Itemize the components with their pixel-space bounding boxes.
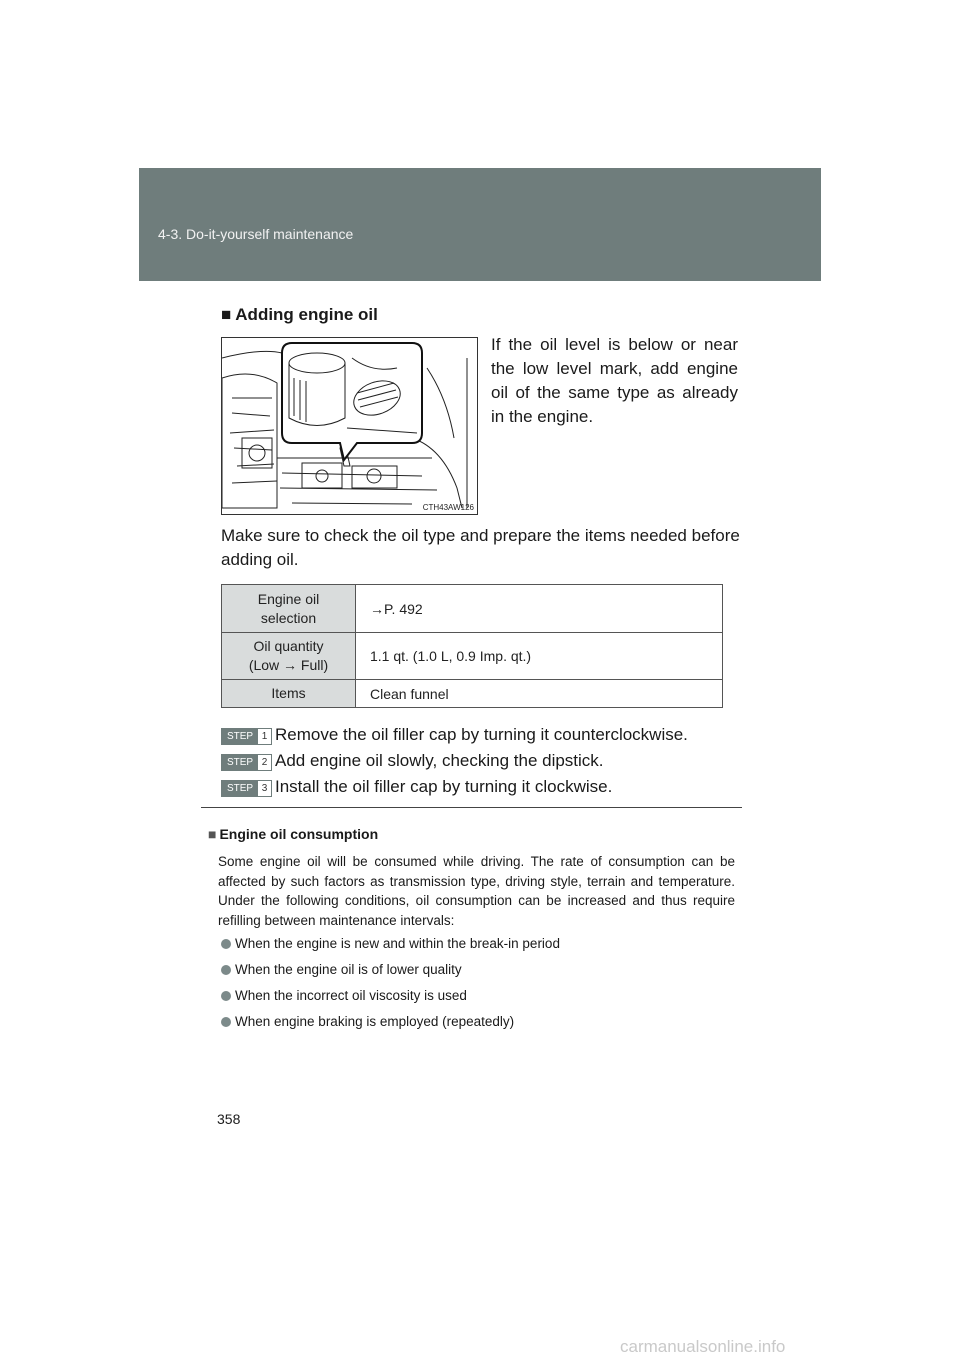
page-number: 358 <box>217 1111 241 1127</box>
label-line: selection <box>260 609 317 626</box>
row-value: 1.1 qt. (1.0 L, 0.9 Imp. qt.) <box>356 633 723 680</box>
label-line: Oil quantity <box>253 638 324 654</box>
step-number: 2 <box>258 755 271 770</box>
section-header-band <box>139 168 821 281</box>
step-word: STEP <box>222 755 258 770</box>
bullet-icon <box>221 1017 231 1027</box>
page-heading <box>221 305 378 325</box>
bullet-text: When engine braking is employed (repeatedly) <box>235 1014 515 1029</box>
step-text: Install the oil filler cap by turning it clockwise. <box>275 777 613 796</box>
label-line: Engine oil <box>257 590 320 607</box>
step-number: 1 <box>258 729 271 744</box>
heading-marker: ■ <box>208 826 217 842</box>
divider <box>201 807 742 808</box>
table-row <box>222 680 723 708</box>
row-value: →P. 492 <box>356 585 723 633</box>
bullet-text: When the engine oil is of lower quality <box>235 962 462 977</box>
intro-text: If the oil level is below or near the low level mark, add engine oil of the same type as already in the engine. <box>491 335 738 426</box>
prep-note: Make sure to check the oil type and prepare the items needed before adding oil. <box>221 526 740 569</box>
heading-title: Adding engine oil <box>235 305 378 324</box>
step-badge <box>221 728 272 745</box>
consumption-heading <box>208 826 378 842</box>
step-word: STEP <box>222 781 258 796</box>
step-badge <box>221 754 272 771</box>
step-text: Remove the oil filler cap by turning it counterclockwise. <box>275 725 688 744</box>
bullet-icon <box>221 939 231 949</box>
section-title: 4-3. Do-it-yourself maintenance <box>158 226 354 242</box>
step-text: Add engine oil slowly, checking the dipstick. <box>275 751 604 770</box>
step-word: STEP <box>222 729 258 744</box>
step-badge <box>221 780 272 797</box>
figure-code: CTH43AW126 <box>422 503 474 512</box>
label-line: Items <box>271 685 306 701</box>
bullet-icon <box>221 991 231 1001</box>
row-value: Clean funnel <box>356 680 723 708</box>
bullet-text: When the incorrect oil viscosity is used <box>235 988 467 1003</box>
oil-spec-table <box>221 584 723 708</box>
step-number: 3 <box>258 781 271 796</box>
engine-illustration <box>222 338 477 514</box>
row-label <box>222 585 356 633</box>
bullet-text: When the engine is new and within the break-in period <box>235 936 560 951</box>
consumption-title: Engine oil consumption <box>219 826 379 842</box>
heading-marker: ■ <box>221 305 232 324</box>
bullet-icon <box>221 965 231 975</box>
table-row <box>222 585 723 633</box>
engine-figure <box>221 337 478 515</box>
table-row <box>222 633 723 680</box>
label-line: (Low → Full) <box>248 657 329 673</box>
row-label <box>222 680 356 708</box>
row-label <box>222 633 356 680</box>
watermark: carmanualsonline.info <box>620 1337 786 1356</box>
consumption-paragraph: Some engine oil will be consumed while driving. The rate of consumption can be affected by such factors as transmission type, driving style, terrain and temperature. Under the following conditions, oil consumption can be increased and thus require refilling between maintenance intervals: <box>218 854 735 928</box>
